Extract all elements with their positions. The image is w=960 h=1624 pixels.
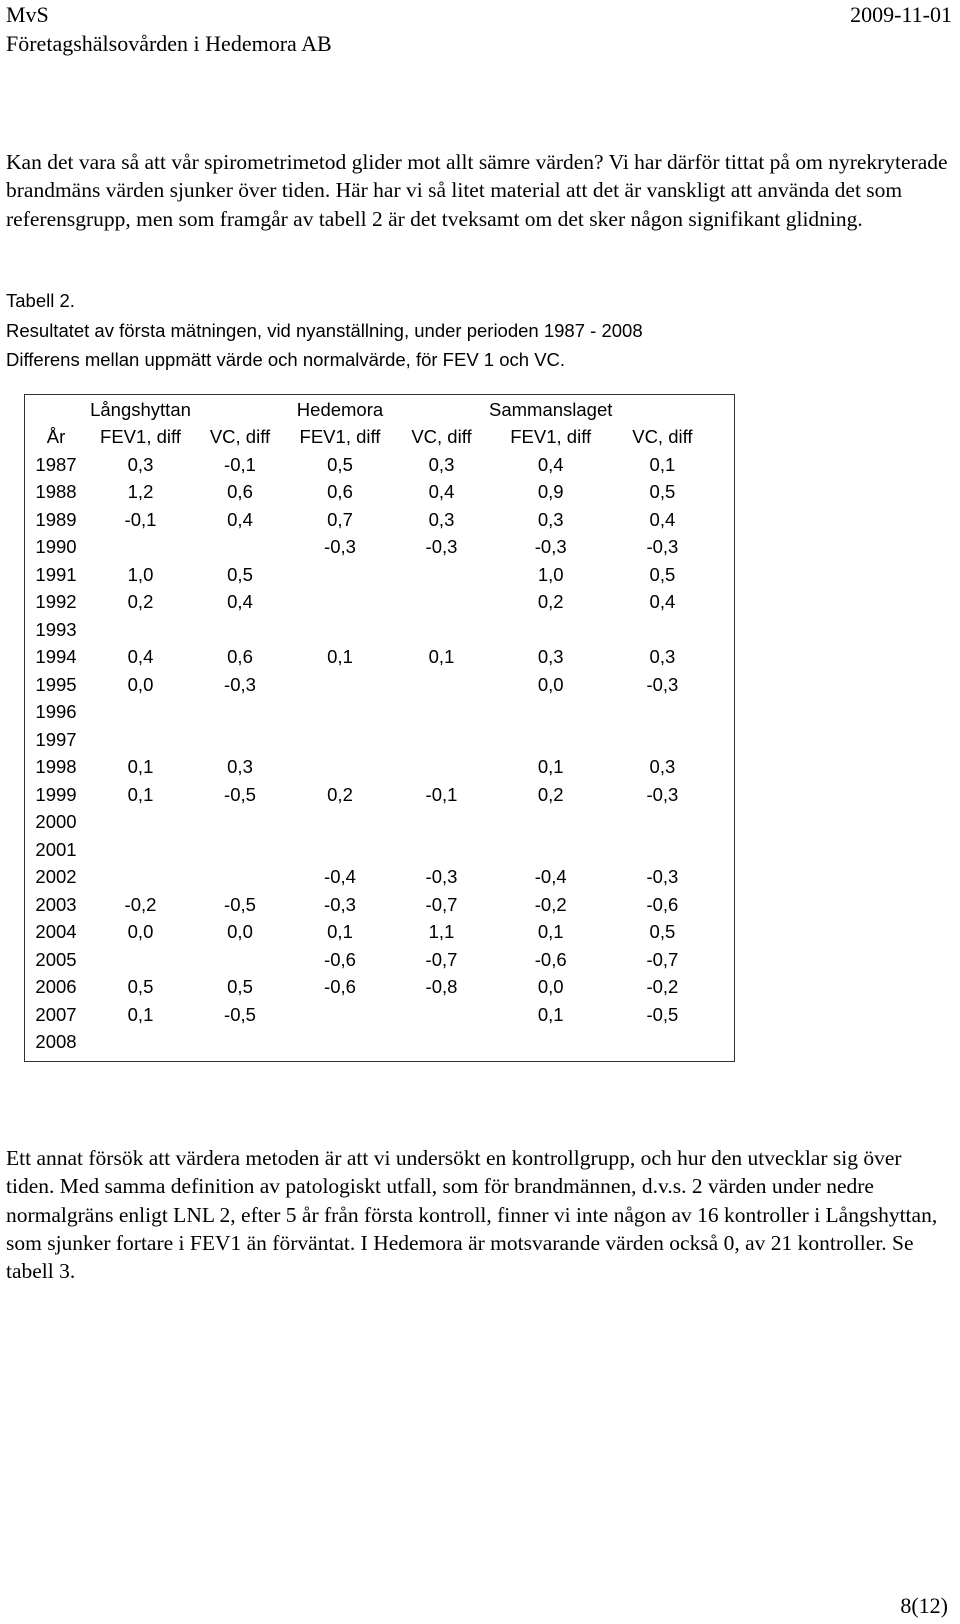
table-row	[25, 754, 712, 782]
table-cell: -0,5	[646, 1003, 679, 1025]
table-cell	[612, 809, 712, 837]
table-cell	[394, 589, 489, 617]
table-cell: -0,3	[224, 673, 256, 695]
table-cell: 0,1	[537, 756, 564, 778]
table-cell: -0,3	[646, 536, 679, 558]
table-cell: Sammanslaget	[489, 398, 613, 420]
table-cell: 0,0	[227, 921, 253, 943]
author-initials: MvS	[6, 2, 49, 27]
table-cell	[394, 1001, 489, 1029]
table-cell	[489, 836, 612, 864]
table-cell	[489, 726, 612, 754]
table-row	[25, 1029, 712, 1057]
table-cell: -0,2	[534, 893, 567, 915]
table-cell: 1991	[35, 563, 77, 585]
table-cell: 0,4	[428, 481, 455, 503]
table-cell: -0,5	[224, 783, 256, 805]
table-cell	[87, 836, 194, 864]
table-cell: 0,1	[649, 453, 676, 475]
table-description-line-1: Resultatet av första mätningen, vid nyanställning, under perioden 1987 - 2008	[6, 319, 643, 341]
table-cell: -0,6	[534, 948, 567, 970]
table-cell	[286, 836, 394, 864]
table-cell	[394, 699, 489, 727]
table-cell	[194, 396, 286, 424]
table-cell	[394, 1029, 489, 1057]
table-cell: 0,5	[649, 563, 676, 585]
table-cell: Långshyttan	[90, 398, 191, 420]
table-cell	[194, 809, 286, 837]
table-cell: 0,5	[649, 921, 676, 943]
table-cell: 0,5	[649, 481, 676, 503]
table-row	[25, 891, 712, 919]
table-cell: 1,0	[537, 563, 564, 585]
table-cell: 0,2	[327, 783, 353, 805]
table-row	[25, 561, 712, 589]
table-cell: 1998	[35, 756, 77, 778]
table-cell	[194, 534, 286, 562]
table-cell	[87, 864, 194, 892]
table-cell: -0,7	[646, 948, 679, 970]
table-row	[25, 671, 712, 699]
table-cell: 2003	[35, 893, 77, 915]
table-cell: 1993	[35, 618, 77, 640]
table-cell: 2008	[35, 1031, 77, 1053]
table-cell	[612, 616, 712, 644]
table-cell	[286, 589, 394, 617]
table-cell: 0,3	[428, 453, 455, 475]
table-cell: -0,3	[425, 866, 458, 888]
table-cell: 0,4	[127, 646, 154, 668]
table-cell: 2007	[35, 1003, 77, 1025]
table-row	[25, 644, 712, 672]
table-cell: -0,1	[124, 508, 157, 530]
table-cell	[286, 809, 394, 837]
table-cell: 0,6	[227, 481, 253, 503]
table-cell	[87, 616, 194, 644]
table-group-header-row	[25, 396, 712, 424]
table-cell: 1994	[35, 646, 77, 668]
table-cell	[194, 699, 286, 727]
table-cell	[394, 809, 489, 837]
page-header	[6, 0, 332, 58]
table-cell: 0,0	[127, 921, 154, 943]
table-cell: 1987	[35, 453, 77, 475]
intro-paragraph: Kan det vara så att vår spirometrimetod glider mot allt sämre värden? Vi har därför tittat på om nyrekryterade brandmäns värden sjunker över tiden. Här har vi så litet material att det är vanskligt att använda det som referensgrupp, men som framgår av tabell 2 är det tveksamt om det sker någon signifikant glidning.	[6, 150, 948, 231]
table-description-line-2: Differens mellan uppmätt värde och normalvärde, för FEV 1 och VC.	[6, 349, 566, 370]
table-cell: 0,3	[649, 756, 676, 778]
table-row	[25, 946, 712, 974]
table-cell: 2005	[35, 948, 77, 970]
table-cell: 0,4	[649, 591, 676, 613]
table-cell: -0,3	[646, 673, 679, 695]
table-cell: -0,4	[534, 866, 567, 888]
table-cell	[194, 946, 286, 974]
table-cell: -0,2	[646, 976, 679, 998]
table-cell	[87, 726, 194, 754]
table-cell: FEV1, diff	[100, 426, 181, 448]
table-row	[25, 589, 712, 617]
table-cell	[394, 754, 489, 782]
table-cell: -0,1	[224, 453, 256, 475]
table-cell	[394, 616, 489, 644]
table-cell: 0,5	[227, 976, 253, 998]
table-cell	[194, 864, 286, 892]
table-cell: 0,1	[127, 756, 154, 778]
table-cell: 0,7	[327, 508, 353, 530]
table-cell	[286, 1001, 394, 1029]
table-cell: 0,3	[227, 756, 253, 778]
table-cell: 0,5	[327, 453, 353, 475]
table-cell: 0,1	[537, 1003, 564, 1025]
table-cell: 1996	[35, 701, 77, 723]
table-cell: 0,3	[127, 453, 154, 475]
table-cell: 0,4	[649, 508, 676, 530]
table-cell: 0,1	[327, 921, 353, 943]
header-date: 2009-11-01	[850, 2, 952, 27]
table-cell: -0,2	[124, 893, 157, 915]
table-cell: 1999	[35, 783, 77, 805]
table-cell	[394, 726, 489, 754]
table-cell: 2000	[35, 811, 77, 833]
table-cell: FEV1, diff	[510, 426, 592, 448]
table-cell: -0,6	[646, 893, 679, 915]
table-cell	[286, 754, 394, 782]
table-row	[25, 919, 712, 947]
table-cell: 0,9	[537, 481, 564, 503]
table-cell: 0,2	[537, 783, 564, 805]
table-row	[25, 781, 712, 809]
table-cell	[194, 1029, 286, 1057]
table-cell: -0,5	[224, 1003, 256, 1025]
table-cell	[394, 836, 489, 864]
table-cell: 0,0	[537, 976, 564, 998]
table-cell	[87, 809, 194, 837]
table-cell: 0,1	[537, 921, 564, 943]
table-cell: 1997	[35, 728, 77, 750]
table-caption	[6, 286, 643, 375]
table-cell	[194, 616, 286, 644]
table-cell	[286, 671, 394, 699]
table-cell: 2006	[35, 976, 77, 998]
table-cell	[394, 561, 489, 589]
table-cell: -0,3	[425, 536, 458, 558]
table-cell: -0,6	[324, 948, 356, 970]
table-row	[25, 479, 712, 507]
table-cell: 0,6	[327, 481, 353, 503]
table-cell: 0,4	[227, 591, 253, 613]
table-cell	[612, 726, 712, 754]
table-cell: VC, diff	[632, 426, 693, 448]
table-cell	[286, 1029, 394, 1057]
table-cell: VC, diff	[411, 426, 472, 448]
table-cell: -0,3	[534, 536, 567, 558]
table-cell: 1,0	[127, 563, 154, 585]
table-cell	[87, 946, 194, 974]
table-cell	[194, 836, 286, 864]
table-cell: 0,1	[327, 646, 353, 668]
control-group-paragraph: Ett annat försök att värdera metoden är att vi undersökt en kontrollgrupp, och hur den utvecklar sig över tiden. Med samma definition av patologiskt utfall, som för brandmännen, d.v.s. 2 värden under nedre normalgräns enligt LNL 2, efter 5 år från första kontroll, finner vi inte någon av 16 kontroller i Långshyttan, som sjunker fortare i FEV1 än förväntat. I Hedemora är motsvarande värden också 0, av 21 kontroller. Se tabell 3.	[6, 1146, 938, 1284]
table-cell: -0,7	[425, 948, 458, 970]
table-row	[25, 974, 712, 1002]
table-cell	[612, 1029, 712, 1057]
table-cell: -0,7	[425, 893, 458, 915]
table-row	[25, 864, 712, 892]
table-cell: 1,2	[127, 481, 154, 503]
table-cell	[286, 699, 394, 727]
table-cell	[612, 836, 712, 864]
table-cell	[489, 699, 612, 727]
table-cell: 2002	[35, 866, 77, 888]
table-cell: 0,4	[537, 453, 564, 475]
table-cell: 0,0	[127, 673, 154, 695]
table-row	[25, 809, 712, 837]
table-row	[25, 451, 712, 479]
table-cell: 0,3	[537, 508, 564, 530]
table-cell	[612, 396, 712, 424]
table-cell: År	[46, 426, 66, 448]
table-cell: 0,3	[428, 508, 455, 530]
table-cell: 0,4	[227, 508, 253, 530]
table-cell	[489, 616, 612, 644]
table-cell: 1,1	[428, 921, 455, 943]
table-cell: 1995	[35, 673, 77, 695]
table-cell	[25, 396, 87, 424]
organization-name: Företagshälsovården i Hedemora AB	[6, 31, 332, 56]
table-cell	[489, 1029, 612, 1057]
results-table	[25, 396, 712, 1056]
table-cell	[286, 561, 394, 589]
table-cell: 0,5	[227, 563, 253, 585]
table-cell: 0,1	[127, 783, 154, 805]
table-cell: 0,2	[127, 591, 154, 613]
table-row	[25, 506, 712, 534]
table-cell	[286, 616, 394, 644]
table-row	[25, 699, 712, 727]
table-row	[25, 534, 712, 562]
table-cell: -0,3	[646, 783, 679, 805]
table-cell: -0,6	[324, 976, 356, 998]
table-cell: 0,2	[537, 591, 564, 613]
table-cell: VC, diff	[209, 426, 271, 448]
table-row	[25, 726, 712, 754]
table-row	[25, 616, 712, 644]
table-cell	[87, 699, 194, 727]
table-cell: 0,1	[127, 1003, 154, 1025]
table-cell: 1990	[35, 536, 77, 558]
table-cell: FEV1, diff	[299, 426, 381, 448]
page-number: 8(12)	[900, 1593, 948, 1618]
table-cell: 0,3	[537, 646, 564, 668]
table-cell: 1989	[35, 508, 77, 530]
table-cell: 0,3	[649, 646, 676, 668]
table-cell: -0,5	[224, 893, 256, 915]
table-cell	[394, 396, 489, 424]
table-cell: 1992	[35, 591, 77, 613]
table-cell	[394, 671, 489, 699]
table-cell	[87, 1029, 194, 1057]
table-cell: 0,5	[127, 976, 154, 998]
table-cell	[489, 809, 612, 837]
table-cell: 1988	[35, 481, 77, 503]
table-cell: 0,1	[428, 646, 455, 668]
table-cell	[286, 726, 394, 754]
table-cell: 2001	[35, 838, 77, 860]
table-cell	[612, 699, 712, 727]
table-column-header-row	[25, 424, 712, 452]
table-cell	[87, 534, 194, 562]
table-cell: Hedemora	[296, 398, 384, 420]
table-cell: -0,3	[646, 866, 679, 888]
table-cell	[194, 726, 286, 754]
table-cell: 2004	[35, 921, 77, 943]
table-row	[25, 1001, 712, 1029]
table-label: Tabell 2.	[6, 290, 75, 311]
table-cell: -0,3	[324, 536, 356, 558]
table-cell: -0,1	[425, 783, 458, 805]
table-cell: -0,4	[324, 866, 356, 888]
table-cell: 0,0	[537, 673, 564, 695]
table-cell: -0,3	[324, 893, 356, 915]
table-cell: 0,6	[227, 646, 253, 668]
table-cell: -0,8	[425, 976, 458, 998]
table-row	[25, 836, 712, 864]
